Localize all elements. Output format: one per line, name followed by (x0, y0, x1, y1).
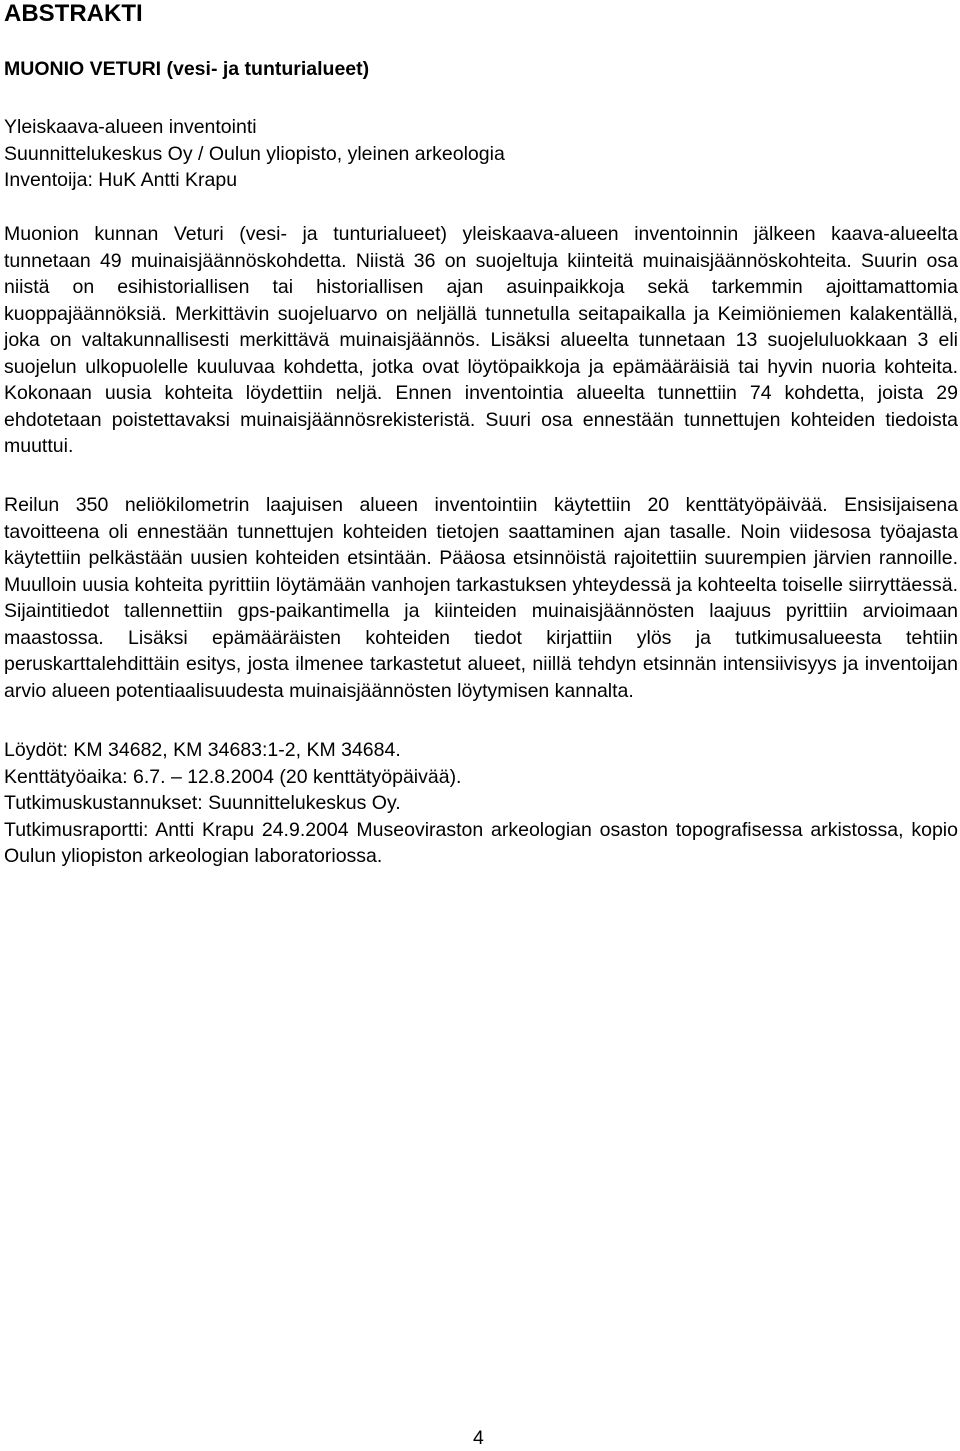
fact-list (4, 737, 958, 870)
fact-fieldwork-time: Kenttätyöaika: 6.7. – 12.8.2004 (20 kenttätyöpäivää). (4, 765, 462, 788)
meta-line-inventory-type: Yleiskaava-alueen inventointi (4, 116, 257, 138)
project-title: MUONIO VETURI (vesi- ja tunturialueet) (4, 58, 370, 80)
project-meta (4, 114, 505, 194)
abstract-heading: ABSTRAKTI (4, 0, 143, 27)
page-number: 4 (473, 1427, 484, 1449)
summary-paragraph: Muonion kunnan Veturi (vesi- ja tunturialueet) yleiskaava-alueen inventoinnin jälkeen kaava-alueelta tunnetaan 49 muinaisjäännöskohdetta. Niistä 36 on suojeltuja kiinteitä muinaisjäännöskohteita. Suurin osa niistä on esihistoriallisen tai historiallisen ajan asuinpaikkoja sekä tarkemmin ajoittamattomia kuoppajäännöksiä. Merkittävin suojeluarvo on neljällä tunnetulla seitapaikalla ja Keimiöniemen kalakentällä, joka on valtakunnallisesti merkittävä muinaisjäännös. Lisäksi alueelta tunnetaan 13 suojeluluokkaan 3 eli suojelun ulkopuolelle kuuluvaa kohdetta, jotka ovat löytöpaikkoja ja epämääräisiä tai hyvin nuoria kohteita. Kokonaan uusia kohteita löydettiin neljä. Ennen inventointia alueelta tunnettiin 74 kohdetta, joista 29 ehdotetaan poistettavaksi muinaisjäännösrekisteristä. Suuri osa ennestään tunnettujen kohteiden tiedoista muuttui. (4, 223, 958, 457)
meta-line-inventor: Inventoija: HuK Antti Krapu (4, 169, 238, 191)
meta-line-organisation: Suunnittelukeskus Oy / Oulun yliopisto, yleinen arkeologia (4, 142, 505, 165)
methods-paragraph: Reilun 350 neliökilometrin laajuisen alueen inventointiin käytettiin 20 kenttätyöpäivää. Ensisijaisena tavoitteena oli ennestään tunnettujen kohteiden tietojen saattaminen ajan tasalle. Noin viidesosa työajasta käytettiin pelkästään uusien kohteiden etsintään. Pääosa etsinnöistä rajoitettiin suurempien järvien rannoille. Muulloin uusia kohteita pyrittiin löytämään vanhojen tarkastuksen yhteydessä ja kohteelta toiselle siirryttäessä. Sijaintitiedot tallennettiin gps-paikantimella ja kiinteiden muinaisjäännösten laajuus pyrittiin arvioimaan maastossa. Lisäksi epämääräisten kohteiden tiedot kirjattiin ylös ja tutkimusalueesta tehtiin peruskarttalehdittäin esitys, josta ilmenee tarkastetut alueet, niillä tehdyn etsinnän intensiivisyys ja inventoijan arvio alueen potentiaalisuudesta muinaisjäännösten löytymisen kannalta. (4, 494, 958, 702)
fact-finds: Löydöt: KM 34682, KM 34683:1-2, KM 34684. (4, 739, 401, 761)
fact-funding: Tutkimuskustannukset: Suunnittelukeskus Oy. (4, 792, 401, 814)
fact-report: Tutkimusraportti: Antti Krapu 24.9.2004 Museoviraston arkeologian osaston topografisessa arkistossa, kopio Oulun yliopiston arkeologian laboratoriossa. (4, 818, 958, 867)
